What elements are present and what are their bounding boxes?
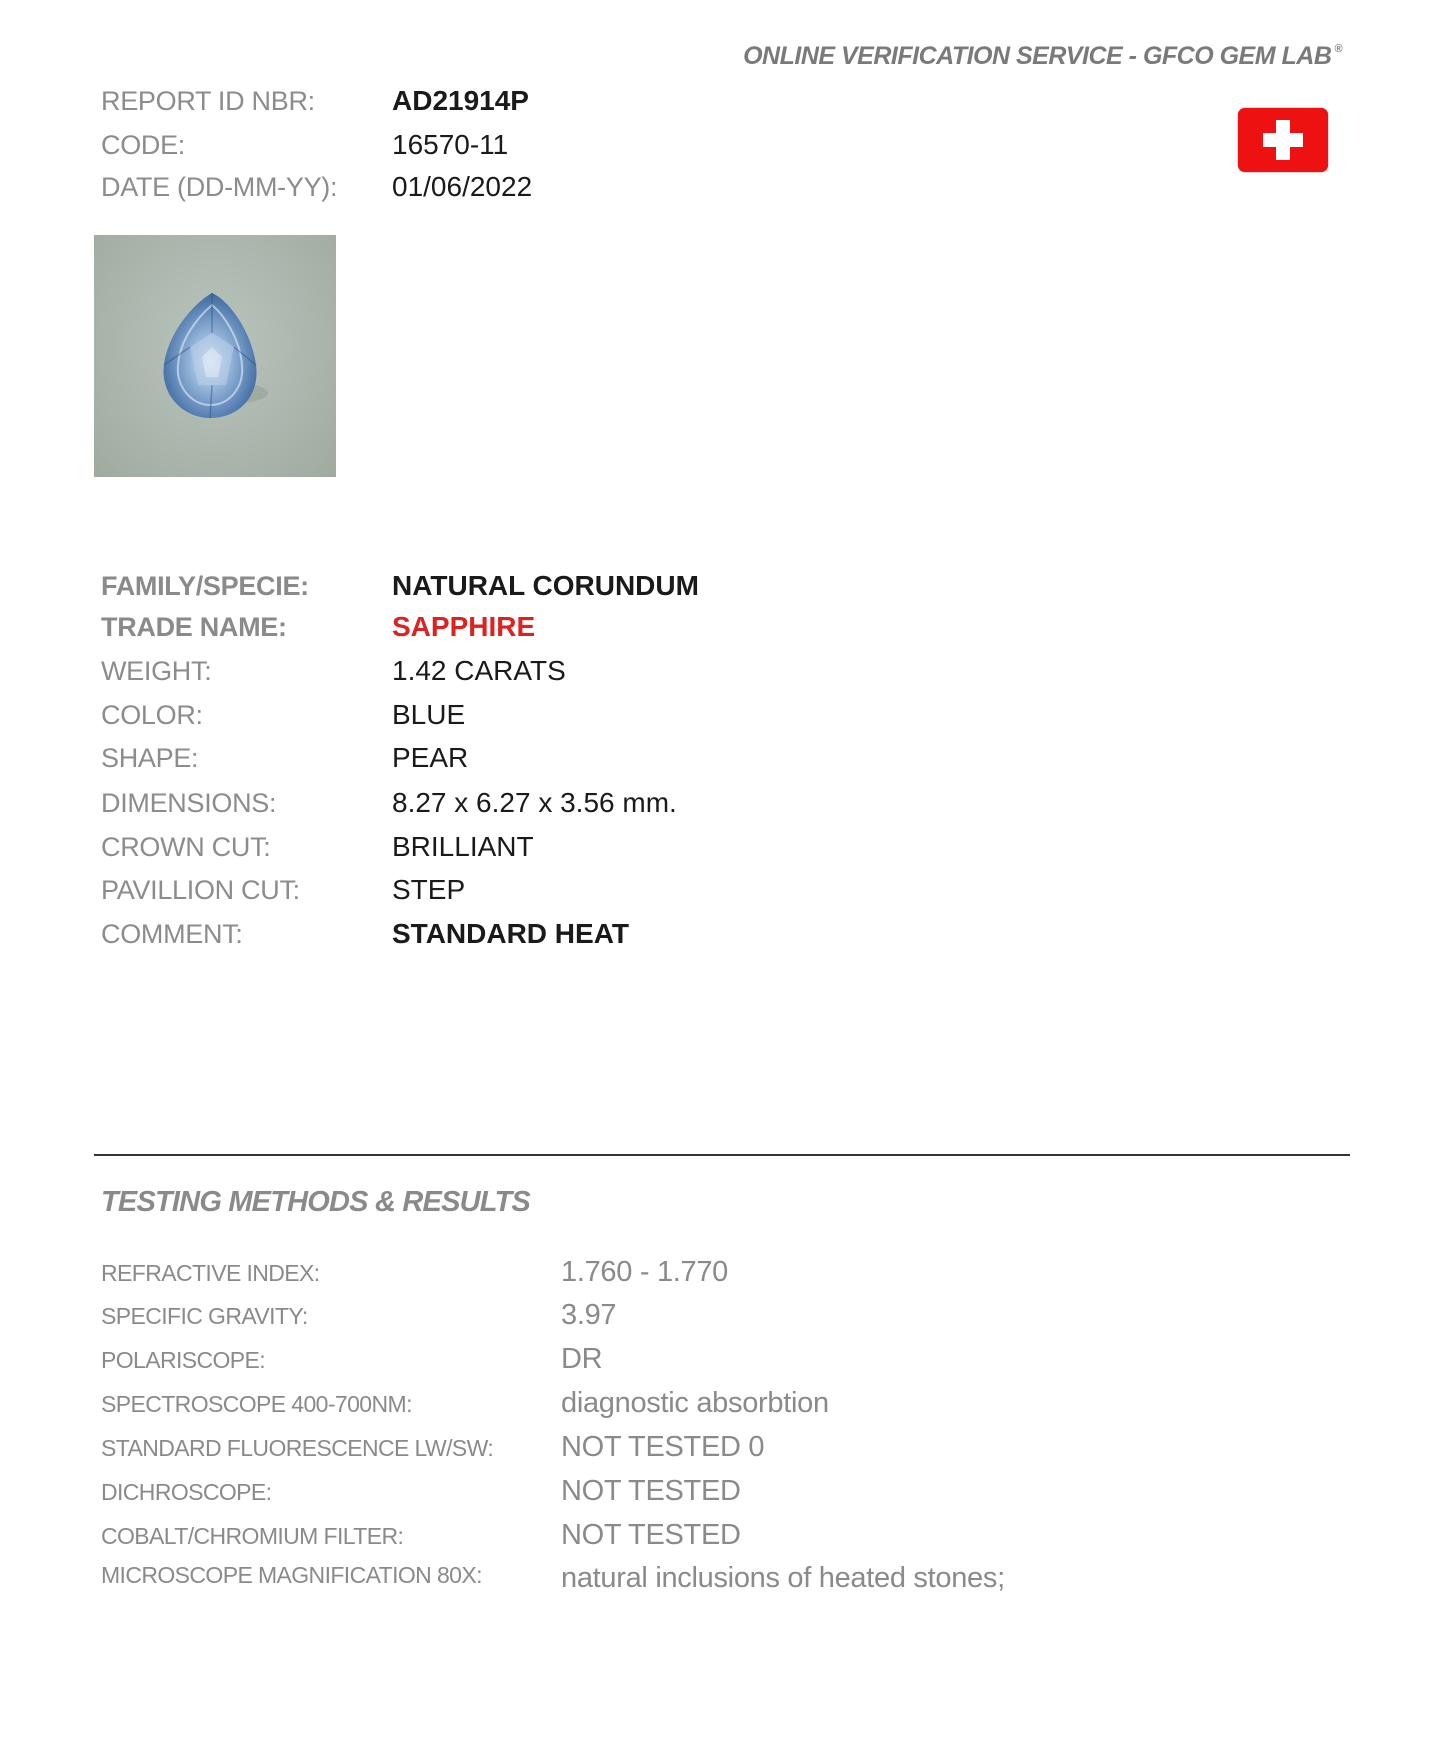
filter-value: NOT TESTED [561,1519,741,1551]
shape-value: PEAR [392,742,469,773]
polariscope-label: POLARISCOPE: [101,1347,266,1373]
filter-label: COBALT/CHROMIUM FILTER: [101,1523,404,1549]
spectroscope-value: diagnostic absorbtion [561,1387,829,1419]
microscope-label: MICROSCOPE MAGNIFICATION 80X: [101,1562,482,1588]
pavillion-cut-value: STEP [392,874,466,905]
weight-value: 1.42 CARATS [392,655,566,686]
dimensions-label: DIMENSIONS: [101,788,277,818]
family-label: FAMILY/SPECIE: [101,571,309,601]
refractive-index-value: 1.760 - 1.770 [561,1256,729,1288]
shape-label: SHAPE: [101,743,199,773]
dichroscope-label: DICHROSCOPE: [101,1479,272,1505]
swiss-flag-icon [1238,108,1328,172]
comment-label: COMMENT: [101,919,243,949]
dichroscope-value: NOT TESTED [561,1475,741,1507]
verification-service-title: ONLINE VERIFICATION SERVICE - GFCO GEM LAB ® [743,42,1342,70]
color-label: COLOR: [101,700,203,730]
weight-label: WEIGHT: [101,656,212,686]
dimensions-value: 8.27 x 6.27 x 3.56 mm. [392,787,677,818]
specific-gravity-value: 3.97 [561,1299,617,1331]
fluorescence-label: STANDARD FLUORESCENCE LW/SW: [101,1435,494,1461]
specific-gravity-label: SPECIFIC GRAVITY: [101,1303,308,1329]
refractive-index-label: REFRACTIVE INDEX: [101,1260,320,1286]
crown-cut-label: CROWN CUT: [101,832,271,862]
section-divider [94,1154,1350,1156]
fluorescence-value: NOT TESTED 0 [561,1431,765,1463]
crown-cut-value: BRILLIANT [392,831,534,862]
comment-value: STANDARD HEAT [392,918,629,949]
code-label: CODE: [101,130,186,160]
trade-name-value: SAPPHIRE [392,611,536,642]
family-value: NATURAL CORUNDUM [392,570,699,601]
pavillion-cut-label: PAVILLION CUT: [101,875,300,905]
microscope-value: natural inclusions of heated stones; [561,1562,1005,1594]
spectroscope-label: SPECTROSCOPE 400-700NM: [101,1391,412,1417]
polariscope-value: DR [561,1343,603,1375]
gemstone-photo [94,235,336,477]
color-value: BLUE [392,699,466,730]
report-id-label: REPORT ID NBR: [101,86,315,116]
date-value: 01/06/2022 [392,171,533,202]
code-value: 16570-11 [392,129,509,160]
pear-sapphire-icon [94,235,336,477]
date-label: DATE (DD-MM-YY): [101,172,338,202]
trade-name-label: TRADE NAME: [101,612,287,642]
testing-section-title: TESTING METHODS & RESULTS [101,1186,530,1218]
report-id-value: AD21914P [392,85,529,116]
trademark-symbol: ® [1334,43,1342,55]
